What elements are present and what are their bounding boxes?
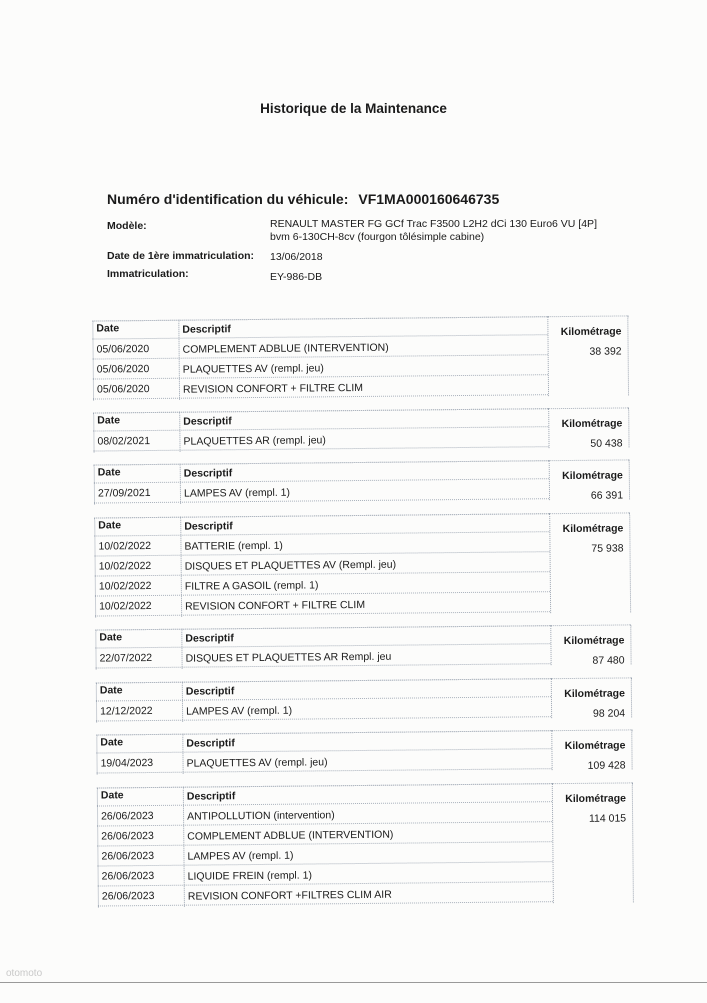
- plate-label: Immatriculation:: [107, 268, 189, 280]
- row-divider: [94, 531, 549, 536]
- row-divider: [92, 334, 547, 339]
- row-divider: [94, 446, 549, 451]
- row-date: 10/02/2022: [98, 600, 152, 613]
- model-value: RENAULT MASTER FG GCf Trac F3500 L2H2 dCi 130 Euro6 VU [4P] bvm 6-130CH-8cv (fourgon tôlésimple cabine): [270, 218, 597, 243]
- column-divider: [180, 517, 182, 617]
- kilometrage-value: 114 015: [588, 812, 627, 825]
- kilometrage-header: Kilométrage: [563, 634, 625, 648]
- column-divider: [632, 782, 634, 902]
- kilometrage-value: 38 392: [589, 345, 622, 358]
- watermark-logo: otomoto: [6, 968, 43, 979]
- row-date: 19/04/2023: [100, 756, 154, 770]
- page-title: Historique de la Maintenance: [260, 101, 447, 116]
- column-divider: [631, 677, 632, 717]
- row-divider: [95, 611, 550, 616]
- row-date: 05/06/2020: [96, 363, 150, 376]
- column-divider: [549, 513, 551, 613]
- maintenance-group: [96, 729, 631, 774]
- column-divider: [629, 512, 631, 612]
- row-date: 10/02/2022: [98, 560, 152, 573]
- row-date: 26/06/2023: [101, 809, 154, 823]
- row-date: 10/02/2022: [98, 540, 152, 553]
- kilometrage-header: Kilométrage: [564, 687, 625, 701]
- maintenance-group: [95, 624, 630, 669]
- row-description: REVISION CONFORT +FILTRES CLIM AIR: [187, 888, 392, 903]
- kilometrage-value: 75 938: [591, 542, 624, 555]
- row-description: PLAQUETTES AR (rempl. jeu): [183, 434, 326, 448]
- row-date: 26/06/2023: [101, 849, 155, 863]
- descriptif-column-header: Descriptif: [182, 323, 231, 336]
- kilometrage-header: Kilométrage: [560, 325, 622, 339]
- column-divider: [551, 678, 552, 718]
- column-divider: [552, 783, 554, 903]
- row-description: COMPLEMENT ADBLUE (INTERVENTION): [182, 341, 389, 356]
- kilometrage-header: Kilométrage: [561, 417, 623, 431]
- descriptif-column-header: Descriptif: [183, 415, 232, 428]
- row-date: 08/02/2021: [97, 435, 151, 448]
- row-description: COMPLEMENT ADBLUE (INTERVENTION): [187, 828, 394, 843]
- column-divider: [96, 735, 97, 775]
- row-description: DISQUES ET PLAQUETTES AR Rempl. jeu: [185, 650, 392, 665]
- column-divider: [95, 630, 96, 670]
- column-divider: [94, 465, 95, 505]
- row-divider: [95, 591, 550, 596]
- column-divider: [627, 315, 629, 395]
- row-description: BATTERIE (rempl. 1): [184, 539, 283, 553]
- row-date: 26/06/2023: [101, 829, 154, 843]
- descriptif-column-header: Descriptif: [184, 520, 233, 533]
- row-date: 26/06/2023: [101, 889, 155, 903]
- descriptif-column-header: Descriptif: [185, 632, 234, 645]
- column-divider: [182, 734, 183, 774]
- row-divider: [95, 571, 550, 576]
- row-description: FILTRE A GASOIL (rempl. 1): [184, 579, 319, 593]
- column-divider: [630, 624, 631, 664]
- row-description: DISQUES ET PLAQUETTES AV (Rempl. jeu): [184, 558, 397, 573]
- kilometrage-value: 98 204: [592, 707, 626, 720]
- model-label: Modèle:: [107, 220, 147, 232]
- first-registration-value: 13/06/2018: [270, 251, 323, 263]
- row-divider: [98, 881, 553, 886]
- maintenance-group: [94, 512, 630, 617]
- column-divider: [631, 729, 632, 769]
- row-divider: [94, 498, 549, 503]
- column-divider: [94, 518, 96, 618]
- column-divider: [178, 320, 180, 400]
- kilometrage-header: Kilométrage: [564, 739, 626, 753]
- date-column-header: Date: [97, 414, 121, 427]
- row-description: ANTIPOLLUTION (intervention): [187, 809, 335, 823]
- vin-value: VF1MA000160646735: [358, 191, 500, 207]
- descriptif-column-header: Descriptif: [186, 790, 236, 803]
- column-divider: [181, 629, 182, 669]
- row-divider: [93, 354, 548, 359]
- column-divider: [551, 730, 552, 770]
- row-date: 12/12/2022: [100, 704, 153, 718]
- row-divider: [97, 821, 552, 826]
- plate-value: EY-986-DB: [270, 271, 323, 283]
- column-divider: [180, 464, 181, 504]
- descriptif-column-header: Descriptif: [183, 467, 233, 480]
- row-date: 10/02/2022: [98, 580, 152, 593]
- column-divider: [629, 459, 630, 499]
- kilometrage-header: Kilométrage: [562, 522, 624, 536]
- column-divider: [547, 316, 549, 396]
- row-description: PLAQUETTES AV (rempl. jeu): [186, 756, 328, 770]
- row-divider: [93, 374, 548, 379]
- row-divider: [96, 663, 551, 668]
- row-description: REVISION CONFORT + FILTRE CLIM: [184, 598, 366, 613]
- date-column-header: Date: [99, 684, 123, 697]
- kilometrage-value: 66 391: [590, 489, 624, 502]
- row-divider: [93, 426, 548, 431]
- kilometrage-value: 109 428: [587, 759, 626, 772]
- row-description: LAMPES AV (rempl. 1): [187, 849, 294, 863]
- maintenance-group: [92, 315, 628, 400]
- maintenance-group: [93, 407, 628, 452]
- row-divider: [96, 748, 551, 753]
- row-description: LAMPES AV (rempl. 1): [186, 704, 293, 718]
- kilometrage-header: Kilométrage: [562, 469, 623, 483]
- row-description: REVISION CONFORT + FILTRE CLIM: [182, 381, 364, 396]
- column-divider: [182, 682, 183, 722]
- maintenance-group: [97, 782, 633, 907]
- column-divider: [92, 321, 94, 401]
- column-divider: [96, 683, 97, 723]
- row-divider: [95, 643, 550, 648]
- date-column-header: Date: [97, 466, 121, 479]
- column-divider: [93, 413, 94, 453]
- row-date: 05/06/2020: [96, 383, 150, 396]
- kilometrage-header: Kilométrage: [565, 792, 626, 806]
- descriptif-column-header: Descriptif: [186, 737, 235, 750]
- descriptif-column-header: Descriptif: [185, 685, 235, 698]
- vin-label: Numéro d'identification du véhicule:: [107, 191, 349, 207]
- row-divider: [98, 901, 553, 906]
- row-date: 05/06/2020: [96, 343, 150, 356]
- row-divider: [97, 801, 552, 806]
- footer-divider: [0, 982, 707, 983]
- date-column-header: Date: [100, 736, 124, 749]
- row-date: 22/07/2022: [99, 651, 153, 665]
- date-column-header: Date: [96, 322, 120, 335]
- row-description: PLAQUETTES AV (rempl. jeu): [182, 362, 324, 376]
- row-divider: [94, 478, 549, 483]
- row-divider: [98, 861, 553, 866]
- row-date: 26/06/2023: [101, 869, 155, 883]
- column-divider: [549, 460, 550, 500]
- row-date: 27/09/2021: [97, 487, 151, 500]
- row-divider: [95, 551, 550, 556]
- row-divider: [97, 841, 552, 846]
- column-divider: [179, 412, 180, 452]
- row-divider: [93, 394, 548, 399]
- row-description: LAMPES AV (rempl. 1): [183, 486, 291, 500]
- kilometrage-value: 50 438: [590, 437, 623, 450]
- kilometrage-value: 87 480: [592, 654, 625, 667]
- row-divider: [96, 696, 551, 701]
- date-column-header: Date: [100, 789, 124, 802]
- column-divider: [628, 407, 629, 447]
- column-divider: [548, 408, 549, 448]
- column-divider: [550, 625, 551, 665]
- date-column-header: Date: [99, 631, 123, 644]
- row-divider: [96, 716, 551, 721]
- maintenance-group: [94, 459, 629, 504]
- maintenance-group: [96, 677, 631, 722]
- date-column-header: Date: [98, 519, 122, 532]
- row-divider: [97, 768, 552, 773]
- row-description: LIQUIDE FREIN (rempl. 1): [187, 869, 312, 883]
- first-registration-label: Date de 1ère immatriculation:: [107, 250, 255, 262]
